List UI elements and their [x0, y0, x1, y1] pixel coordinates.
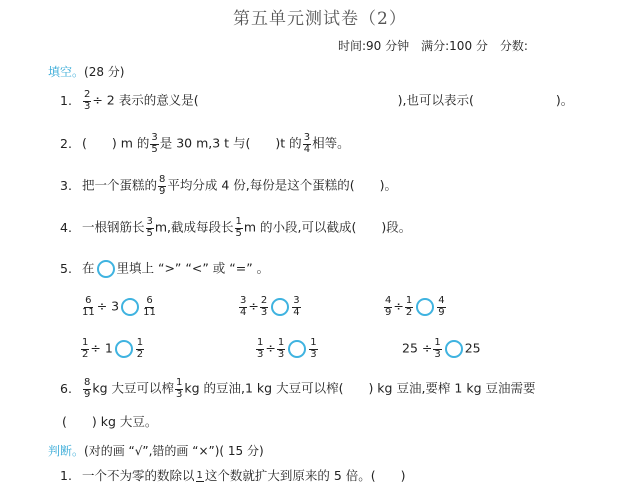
question-6-line-2: ( ) kg 大豆。: [62, 414, 158, 429]
compare-item-5: $\frac{1}{3}$ ÷ $\frac{1}{3}$ $\frac{1}{3}$: [257, 337, 317, 360]
answer-circle[interactable]: [416, 298, 434, 316]
fraction: $\frac{3}{5}$: [146, 216, 153, 239]
fraction: $\frac{8}{9}$: [83, 377, 91, 400]
fraction: $\frac{3}{5}$: [151, 132, 158, 155]
page-title: 第五单元测试卷（2）: [233, 9, 407, 29]
section-points: (28 分): [84, 65, 125, 79]
fraction: $\frac{3}{4}$: [303, 132, 311, 155]
answer-circle[interactable]: [288, 340, 306, 358]
answer-circle[interactable]: [445, 340, 463, 358]
question-3: 3. 把一个蛋糕的 $\frac{8}{9}$ 平均分成 4 份,每份是这个蛋糕的( )。: [60, 174, 398, 197]
tf-question-1: 1. 一个不为零的数除以 1 这个数就扩大到原来的 5 倍。( ): [60, 468, 406, 483]
question-1: 1. $\frac{2}{3}$ ÷ 2 表示的意义是( ),也可以表示( )。: [60, 89, 574, 112]
section-fill-in: [48, 63, 124, 80]
answer-circle[interactable]: [115, 340, 133, 358]
section-true-false: [48, 442, 264, 459]
answer-circle[interactable]: [121, 298, 139, 316]
section-points: (对的画 “√”,错的画 “×”)( 15 分): [84, 444, 264, 458]
section-label: 填空。: [48, 65, 85, 79]
question-5: 5. 在 里填上 “>” “<” 或 “=” 。: [60, 260, 269, 278]
compare-item-6: 25 ÷ $\frac{1}{3}$ 25: [402, 337, 481, 360]
fraction: $\frac{8}{9}$: [159, 174, 166, 197]
question-6: 6. $\frac{8}{9}$ kg 大豆可以榨 $\frac{1}{3}$ kg 的豆油,1 kg 大豆可以榨( ) kg 豆油,要榨 1 kg 豆油需要: [60, 377, 536, 400]
compare-item-4: $\frac{1}{2}$ ÷ 1 $\frac{1}{2}$: [82, 337, 144, 360]
answer-circle[interactable]: [271, 298, 289, 316]
fraction: $\frac{1}{5}$: [235, 216, 242, 239]
exam-info: 时间:90 分钟 满分:100 分 分数:: [338, 39, 528, 53]
fraction: $\frac{1}{3}$: [176, 377, 183, 400]
answer-circle[interactable]: [97, 260, 115, 278]
compare-item-2: $\frac{3}{4}$ ÷ $\frac{2}{3}$ $\frac{3}{4}$: [240, 295, 300, 318]
question-2: 2. ( ) m 的 $\frac{3}{5}$ 是 30 m,3 t 与( )t 的 $\frac{3}{4}$ 相等。: [60, 132, 350, 155]
fraction: $\frac{2}{3}$: [83, 89, 91, 112]
fraction: 1: [196, 469, 203, 481]
section-label: 判断。: [48, 444, 85, 458]
question-4: 4. 一根钢筋长 $\frac{3}{5}$ m,截成每段长 $\frac{1}{5}$ m 的小段,可以截成( )段。: [60, 216, 412, 239]
compare-item-1: $\frac{6}{11}$ ÷ 3 $\frac{6}{11}$: [82, 295, 156, 318]
compare-item-3: $\frac{4}{9}$ ÷ $\frac{1}{2}$ $\frac{4}{9}$: [385, 295, 445, 318]
